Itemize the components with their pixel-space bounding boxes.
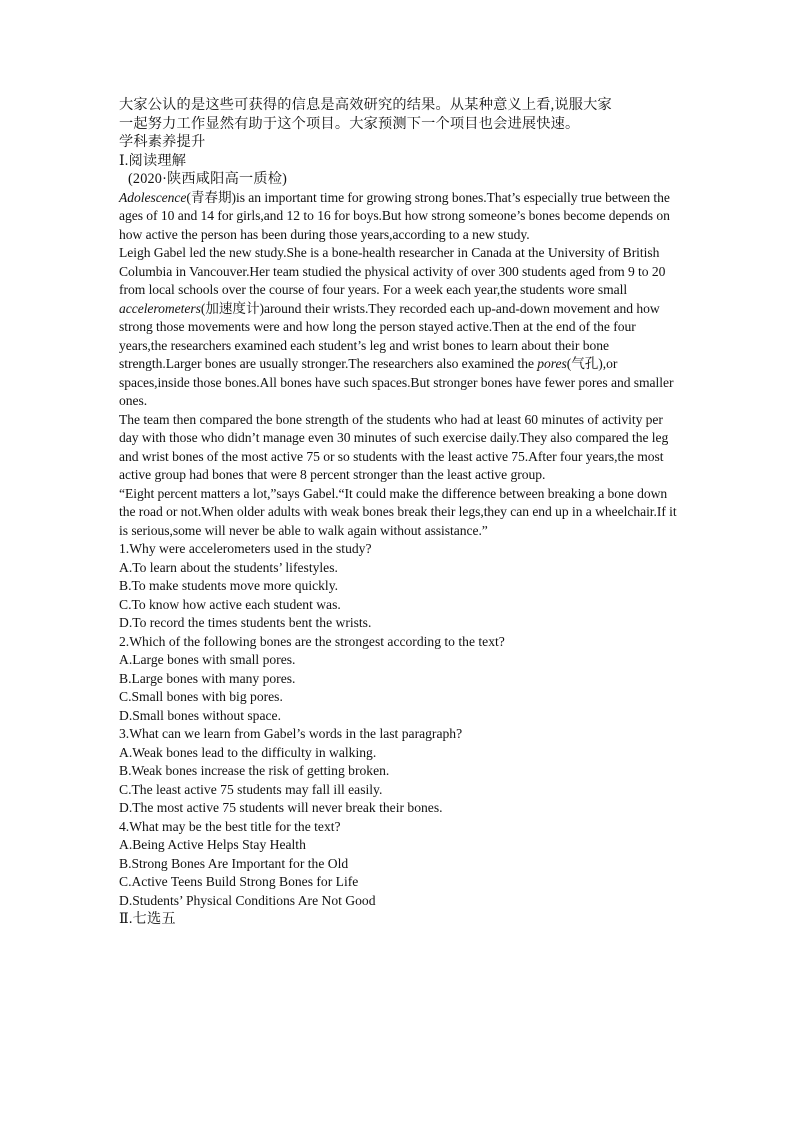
part2-heading: Ⅱ.七选五: [119, 911, 176, 927]
document-page: [119, 96, 679, 929]
question-option: D.Small bones without space.: [119, 707, 281, 723]
question-2: [119, 633, 679, 726]
question-stem: 3.What can we learn from Gabel’s words in the last paragraph?: [119, 726, 463, 741]
question-option: B.Large bones with many pores.: [119, 670, 296, 686]
question-option: D.To record the times students bent the wrists.: [119, 615, 372, 630]
passage-paragraph-2-b: (加速度计)around their wrists.They recorded each up-and-down movement and how strong those movements were and how long the person stayed active.Then at the end of the four years,the researchers examined each student’s leg and wrist bones to learn about their bone strength.Larger bones are usually stronger.The researchers also examined the: [119, 300, 660, 371]
question-option: D.The most active 75 students will never break their bones.: [119, 800, 443, 815]
passage-paragraph-1-text: (青春期)is an important time for growing strong bones.That’s especially true between the ages of 10 and 14 for girls,and 12 to 16 for boys.But how strong someone’s bones become depends on how active the person has been during those years,according to a new study.: [119, 189, 670, 242]
term-adolescence: Adolescence: [119, 189, 187, 205]
question-3: [119, 725, 679, 818]
question-option: A.Weak bones lead to the difficulty in walking.: [119, 744, 377, 760]
question-option: A.Being Active Helps Stay Health: [119, 837, 306, 852]
intro-line-2: 一起努力工作显然有助于这个项目。大家预测下一个项目也会进展快速。: [119, 115, 580, 132]
question-option: C.Small bones with big pores.: [119, 689, 283, 704]
question-4: [119, 818, 679, 911]
question-stem: 2.Which of the following bones are the strongest according to the text?: [119, 633, 505, 649]
question-option: B.To make students move more quickly.: [119, 578, 339, 593]
question-option: C.The least active 75 students may fall ill easily.: [119, 781, 383, 797]
section-title: 学科素养提升: [119, 134, 206, 150]
question-stem: 1.Why were accelerometers used in the study?: [119, 541, 372, 556]
part1-heading: Ⅰ.阅读理解: [119, 152, 187, 169]
question-option: D.Students’ Physical Conditions Are Not Good: [119, 892, 376, 908]
term-accelerometers: accelerometers: [119, 300, 201, 316]
passage-paragraph-1: [119, 189, 679, 245]
question-option: B.Strong Bones Are Important for the Old: [119, 855, 349, 871]
question-stem: 4.What may be the best title for the text?: [119, 818, 341, 834]
passage-paragraph-2-a: Leigh Gabel led the new study.She is a bone-health researcher in Canada at the University of British Columbia in Vancouver.Her team studied the physical activity of over 300 students aged from 9 to 20 from local schools over the course of four years. For a week each year,the students wore small: [119, 245, 666, 297]
question-1: [119, 540, 679, 633]
term-pores: pores: [537, 356, 567, 371]
question-option: A.To learn about the students’ lifestyles.: [119, 559, 338, 575]
passage-paragraph-2: [119, 244, 679, 411]
passage-paragraph-2-c: (气孔),or spaces,inside those bones.All bones have such spaces.But stronger bones have fewer pores and smaller ones.: [119, 356, 674, 408]
passage-paragraph-4: “Eight percent matters a lot,”says Gabel.“It could make the difference between breaking a bone down the road or not.When older adults with weak bones break their legs,they can end up in a wheelchair.If it is serious,some will never be able to walk again without assistance.”: [119, 485, 677, 538]
source-note: (2020·陕西咸阳高一质检): [128, 171, 288, 187]
question-option: B.Weak bones increase the risk of getting broken.: [119, 763, 390, 778]
intro-line-1: 大家公认的是这些可获得的信息是高效研究的结果。从某种意义上看,说服大家: [119, 97, 612, 113]
passage-paragraph-3: The team then compared the bone strength of the students who had at least 60 minutes of activity per day with those who didn’t manage even 30 minutes of such exercise daily.They also compared the leg and wrist bones of the most active 75 or so students with the least active 75.After four years,the most active group had bones that were 8 percent stronger than the least active group.: [119, 411, 669, 482]
question-option: A.Large bones with small pores.: [119, 652, 296, 667]
question-option: C.To know how active each student was.: [119, 596, 341, 612]
question-option: C.Active Teens Build Strong Bones for Life: [119, 874, 359, 889]
